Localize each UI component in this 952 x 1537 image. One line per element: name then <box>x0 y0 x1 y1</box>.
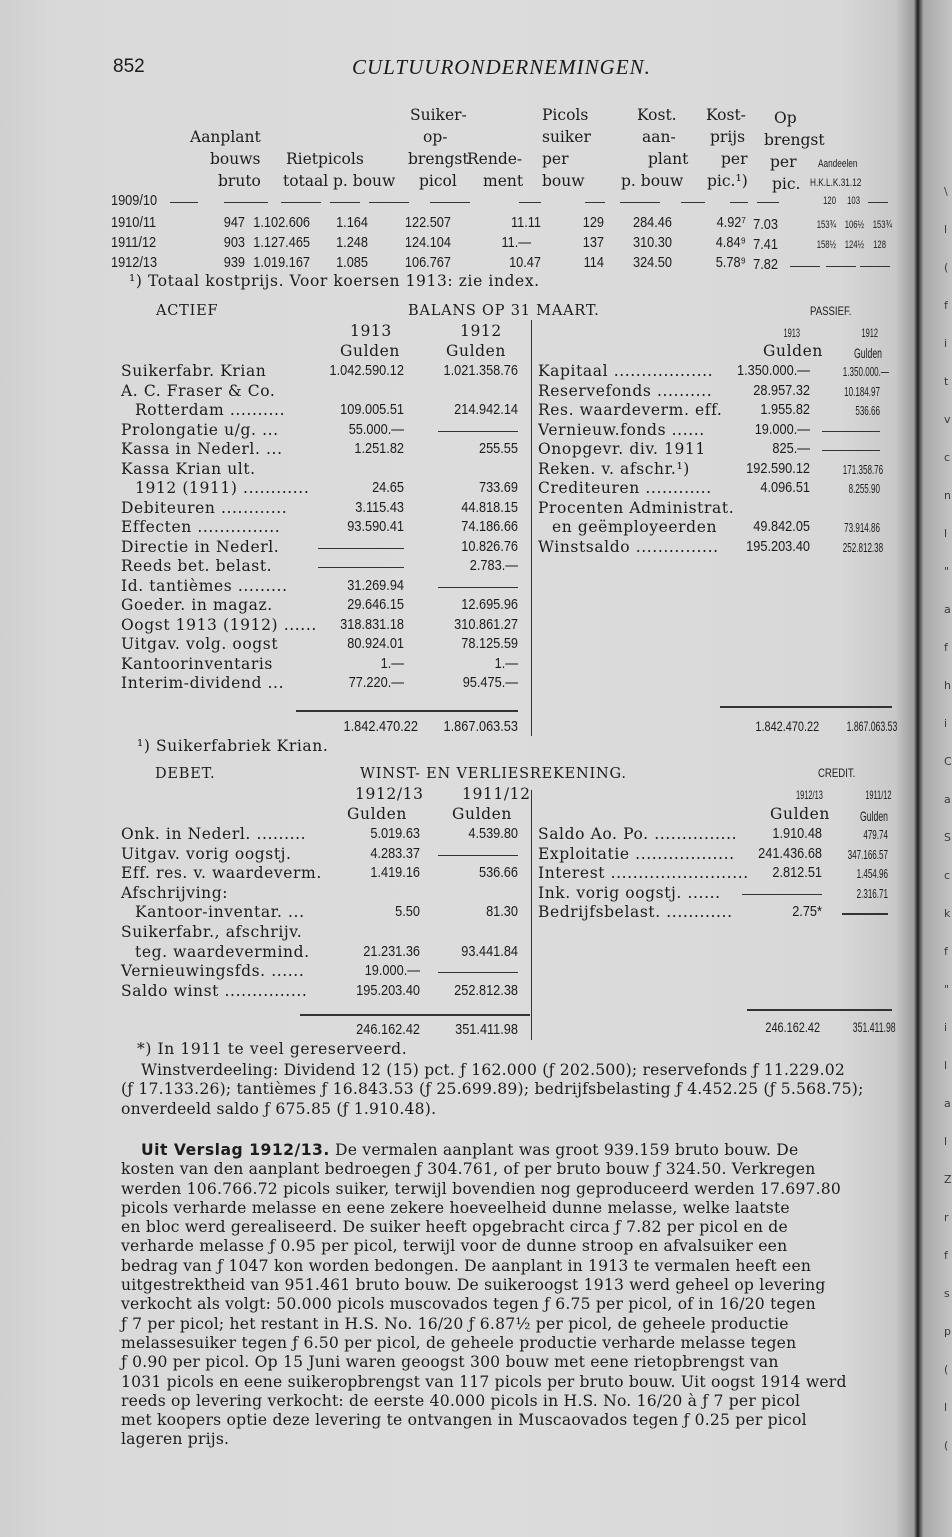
edge-fragment: ( <box>944 261 949 274</box>
header-picols-suiker-1: Picols <box>542 106 589 124</box>
cell-v1913: 93.590.41 <box>347 518 404 535</box>
cell-v1912: 1.021.358.76 <box>443 362 518 379</box>
row-label: Uitgav. vorig oogstj. <box>121 844 292 863</box>
passief-title: PASSIEF. <box>810 304 852 318</box>
winstverdeeling-line: Winstverdeeling: Dividend 12 (15) pct. ƒ 162.000 (ƒ 202.500); reservefonds ƒ 11.229.02 <box>141 1061 845 1079</box>
empty-value-dash <box>822 450 880 451</box>
header-aanplant-1: Aanplant <box>190 128 261 146</box>
cell-v1913: 29.646.15 <box>347 596 404 613</box>
cell-v1912: 95.475.— <box>462 674 518 691</box>
cell-picols-suiker: 114 <box>583 254 604 271</box>
balance-footnote: ¹) Suikerfabriek Krian. <box>137 737 329 755</box>
aandeelen-hk: 153¾ <box>816 219 836 231</box>
cell-suiker-picol: 106.767 <box>404 254 451 271</box>
actief-unit-1912: Gulden <box>446 342 506 360</box>
verslag-line: verharde melasse ƒ 0.95 per picol, terwijl voor de dunne stroop en afvalsuiker een <box>121 1237 788 1256</box>
cell-v2: 1.454.96 <box>856 866 888 882</box>
cell-v1: 5.019.63 <box>370 825 420 842</box>
verslag-line: ƒ 7 per picol; het restant in H.S. No. 16/20 ƒ 6.87½ per picol, de geheele productie <box>121 1314 789 1333</box>
row-label: teg. waardevermind. <box>135 942 310 961</box>
debet-year-1: 1912/13 <box>355 785 424 803</box>
row-label: A. C. Fraser & Co. <box>121 381 276 400</box>
cell-v2: 2.316.71 <box>856 885 888 901</box>
cell-v1: 241.436.68 <box>758 844 822 862</box>
cell-picols-per-bouw: 1.164 <box>336 214 368 231</box>
cell-picols-suiker: 137 <box>582 234 604 251</box>
pnl-title: WINST- EN VERLIESREKENING. <box>360 766 627 782</box>
verslag-heading: Uit Verslag 1912/13. <box>141 1141 330 1159</box>
edge-fragment: k <box>944 907 951 920</box>
verslag <box>121 1141 891 1450</box>
cell-v2: 252.812.38 <box>454 981 518 999</box>
edge-fragment: l <box>944 1059 948 1072</box>
actief-year-1913: 1913 <box>350 322 392 340</box>
balance-title: BALANS OP 31 MAART. <box>408 303 600 319</box>
empty-value-dash <box>318 567 404 568</box>
cell-rendement: 11.— <box>501 234 531 251</box>
cell-v1913: 1.— <box>380 654 404 672</box>
cell-v2: 347.166.57 <box>847 846 888 862</box>
row-label: Interim-dividend ... <box>121 674 285 692</box>
credit-year-2: 1911/12 <box>865 788 892 802</box>
cell-v1: 2.812.51 <box>772 864 822 882</box>
dash <box>369 202 409 203</box>
cell-v1913: 24.65 <box>372 479 404 496</box>
header-aandeelen-1: Aandeelen <box>818 158 858 170</box>
edge-fragment: f <box>944 945 948 958</box>
header-suiker-1: Suiker- <box>410 106 467 124</box>
cell-v1913: 1.251.82 <box>354 440 404 457</box>
empty-value-dash <box>842 913 888 914</box>
row-label: Uitgav. volg. oogst <box>121 635 279 653</box>
row-label: Suikerfabr., afschrijv. <box>121 923 303 941</box>
row-label: Directie in Nederl. <box>121 537 280 556</box>
cell-v1912: 73.914.86 <box>844 520 880 535</box>
cell-aanplant: 939 <box>223 254 245 271</box>
cell-v1: 5.50 <box>395 903 420 921</box>
empty-value-dash <box>438 431 518 432</box>
dash <box>585 202 605 203</box>
page-number: 852 <box>113 56 145 77</box>
credit-unit-2: Gulden <box>860 808 888 824</box>
row-label: Suikerfabr. Krian <box>121 362 267 380</box>
winstverdeeling-line: onverdeeld saldo ƒ 675.85 (ƒ 1.910.48). <box>121 1099 437 1118</box>
verslag-line: picols verharde melasse en eene zekere hoeveelheid dunne melasse, welke laatste <box>121 1198 790 1217</box>
header-opbrengst-1: Op <box>774 109 797 127</box>
header-kostprijs-1: Kost- <box>706 106 746 124</box>
header-opbrengst-2: brengst <box>764 131 825 149</box>
row-label: Exploitatie .................. <box>538 844 735 863</box>
cell-picols-suiker: 129 <box>582 214 604 231</box>
debet-total-1: 246.162.42 <box>356 1021 420 1038</box>
verslag-line: ƒ 0.90 per picol. Op 15 Juni waren geoogst 300 bouw met eene rietopbrengst van <box>121 1353 779 1372</box>
edge-fragment: r <box>944 1211 949 1224</box>
cell-v1912: 214.942.14 <box>454 401 518 418</box>
pnl-footnote: *) In 1911 te veel gereserveerd. <box>137 1040 408 1058</box>
header-picols-suiker-4: bouw <box>542 172 585 190</box>
passief-total-1912: 1.867.063.53 <box>846 718 898 734</box>
edge-fragment: " <box>944 565 950 578</box>
verslag-lines <box>121 1160 891 1449</box>
dash <box>224 202 268 203</box>
passief-year-1913: 1913 <box>783 326 800 340</box>
cell-opbrengst: 7.41 <box>753 236 778 253</box>
cell-v1913: 1.350.000.— <box>736 362 810 379</box>
edge-fragment: f <box>944 1249 948 1262</box>
row-label: Prolongatie u/g. ... <box>121 420 279 439</box>
debet-unit-2: Gulden <box>452 805 512 823</box>
aandeelen-lk: 124½ <box>844 239 864 251</box>
credit-title: CREDIT. <box>818 766 856 780</box>
row-label: en geëmployeerden <box>552 518 718 536</box>
cell-picols-per-bouw: 1.085 <box>336 254 368 271</box>
edge-fragment: ( <box>944 1439 949 1452</box>
dash <box>170 202 198 203</box>
header-kost-aanplant-2: aan- <box>642 128 676 146</box>
edge-fragment: S <box>944 831 951 844</box>
cell-v1912: 2.783.— <box>469 557 518 574</box>
row-label: Ink. vorig oogstj. ...... <box>538 883 721 902</box>
edge-fragment: f <box>944 299 948 312</box>
cell-kostprijs: 5.78⁹ <box>715 254 746 271</box>
edge-fragment: c <box>944 869 951 882</box>
edge-fragment: i <box>944 1021 948 1034</box>
verslag-line: met koopers optie deze levering te ontvangen in Muscaovados tegen ƒ 0.25 per picol <box>121 1411 807 1430</box>
header-suiker-3: brengst <box>408 150 469 168</box>
cell-v1912: 44.818.15 <box>461 498 518 516</box>
edge-fragment: i <box>944 337 948 350</box>
cell-kostprijs: 4.92⁷ <box>716 214 746 231</box>
credit-unit-1: Gulden <box>770 805 830 823</box>
row-label: Procenten Administrat. <box>538 498 735 517</box>
debet-unit-1: Gulden <box>347 805 407 823</box>
edge-fragment: a <box>944 1097 951 1110</box>
verslag-first-line <box>121 1141 891 1160</box>
cell-v1912: 10.826.76 <box>461 537 518 555</box>
cell-kost-aanplant: 310.30 <box>632 234 672 251</box>
cell-v1912: 536.66 <box>855 403 880 418</box>
verslag-line: reeds op levering verkocht: de eerste 40.000 picols in H.S. No. 16/20 à ƒ 7 per picol <box>121 1391 801 1410</box>
row-label: Onopgevr. div. 1911 <box>538 440 706 458</box>
row-label: Reservefonds .......... <box>538 381 713 400</box>
passief-unit-1913: Gulden <box>763 342 823 360</box>
actief-title: ACTIEF <box>156 303 219 319</box>
header-rendement-2: ment <box>483 172 524 190</box>
edge-fragment: c <box>944 451 951 464</box>
cell-v1912: 255.55 <box>478 440 518 457</box>
credit-total-1: 246.162.42 <box>765 1019 821 1035</box>
verslag-line: kosten van den aanplant bedroegen ƒ 304.761, of per bruto bouw ƒ 324.50. Verkregen <box>121 1160 816 1179</box>
aandeelen-hk: 158½ <box>816 239 836 251</box>
passief-total-1913: 1.842.470.22 <box>755 718 820 734</box>
cell-kostprijs: 4.84⁹ <box>715 234 746 251</box>
row-label: Oogst 1913 (1912) ...... <box>121 615 317 634</box>
cell-rendement: 11.11 <box>510 214 541 231</box>
edge-fragment: p <box>944 1325 951 1338</box>
row-label: Afschrijving: <box>121 883 229 902</box>
row-label: Reeds bet. belast. <box>121 557 273 575</box>
cell-v1913: 55.000.— <box>348 420 404 438</box>
cell-v1: 2.75* <box>792 903 822 921</box>
header-suiker-2: op- <box>423 128 448 146</box>
cell-v1913: 195.203.40 <box>746 537 810 555</box>
dash <box>860 266 890 267</box>
edge-fragment: t <box>944 375 949 388</box>
verslag-line: lageren prijs. <box>121 1430 230 1449</box>
aandeelen-hk: 120 <box>823 195 836 207</box>
header-kost-aanplant-4: p. bouw <box>621 172 684 190</box>
edge-fragment: s <box>944 1287 950 1300</box>
row-label: 1912 (1911) ............ <box>135 479 310 497</box>
verslag-line: bedrag van ƒ 1047 kon worden bedongen. De aanplant in 1913 te vermalen heeft een <box>121 1256 812 1275</box>
row-label: Onk. in Nederl. ......... <box>121 825 307 843</box>
credit-total-2: 351.411.98 <box>852 1019 896 1035</box>
edge-fragment: " <box>944 983 950 996</box>
row-year: 1910/11 <box>111 214 157 231</box>
edge-fragment: v <box>944 413 951 426</box>
empty-value-dash <box>438 972 518 973</box>
debet-total-rule <box>300 1014 530 1016</box>
dash <box>790 266 820 267</box>
row-label: Winstsaldo ............... <box>538 537 719 556</box>
row-year: 1912/13 <box>111 254 158 271</box>
header-opbrengst-4: pic. <box>772 175 801 193</box>
header-aandeelen-2: H.K.L.K.31.12 <box>810 177 862 189</box>
cell-v1912: 78.125.59 <box>461 635 518 652</box>
header-picols-2: p. bouw <box>333 172 396 190</box>
cell-v1: 1.910.48 <box>772 825 822 842</box>
header-riet-2: totaal <box>283 172 329 190</box>
edge-fragment: h <box>944 679 951 692</box>
row-label: Kantoorinventaris <box>121 654 273 673</box>
winstverdeeling <box>121 1061 891 1119</box>
cell-suiker-picol: 124.104 <box>404 234 451 251</box>
passief-total-rule <box>720 706 892 708</box>
row-label: Bedrijfsbelast. ............ <box>538 903 733 922</box>
cell-v1913: 825.— <box>772 440 810 457</box>
debet-title: DEBET. <box>155 766 216 782</box>
dash <box>620 202 660 203</box>
header-suiker-4: picol <box>419 172 457 190</box>
header-picols-suiker-2: suiker <box>542 128 591 146</box>
actief-total-rule <box>296 710 518 712</box>
header-aanplant-2: bouws <box>210 150 261 168</box>
dash <box>681 202 705 203</box>
cell-aanplant: 903 <box>223 234 245 251</box>
cell-v1913: 80.924.01 <box>347 635 404 652</box>
running-head: CULTUURONDERNEMINGEN. <box>352 55 651 79</box>
dash <box>330 202 360 203</box>
header-kost-aanplant-1: Kost. <box>637 106 677 124</box>
cell-opbrengst: 7.03 <box>753 216 778 233</box>
header-kostprijs-2: prijs <box>710 128 746 146</box>
actief-unit-1913: Gulden <box>340 342 400 360</box>
row-label: Kassa Krian ult. <box>121 459 256 478</box>
passief-year-1912: 1912 <box>861 326 878 340</box>
cell-v2: 93.441.84 <box>461 942 518 960</box>
edge-fragment: l <box>944 527 948 540</box>
dash <box>826 266 856 267</box>
edge-fragment: Z <box>944 1173 952 1186</box>
verslag-line: uitgestrektheid van 951.461 bruto bouw. De suikeroogst 1913 werd geheel op levering <box>121 1276 826 1295</box>
edge-fragment: f <box>944 641 948 654</box>
dash <box>730 202 748 203</box>
row-label: Saldo winst ............... <box>121 981 308 1000</box>
dash <box>868 202 888 203</box>
cell-v1913: 192.590.12 <box>746 459 810 477</box>
cell-kost-aanplant: 324.50 <box>632 254 672 271</box>
dash <box>281 202 321 203</box>
empty-value-dash <box>438 855 518 856</box>
cell-v1913: 4.096.51 <box>760 479 810 496</box>
cell-v1: 1.419.16 <box>370 864 420 882</box>
row-label: Goeder. in magaz. <box>121 596 273 614</box>
cell-v2: 4.539.80 <box>468 825 518 842</box>
header-rendement-1: Rende- <box>467 150 523 168</box>
row-year: 1909/10 <box>111 192 158 209</box>
cell-v1913: 77.220.— <box>348 674 404 691</box>
debet-total-2: 351.411.98 <box>455 1021 518 1038</box>
edge-fragment: a <box>944 603 951 616</box>
row-label: Kassa in Nederl. ... <box>121 440 283 458</box>
cell-v1913: 3.115.43 <box>355 498 404 516</box>
cell-v2: 479.74 <box>863 827 888 842</box>
row-label: Effecten ............... <box>121 518 281 536</box>
edge-fragment: l <box>944 1135 948 1148</box>
empty-value-dash <box>822 431 880 432</box>
edge-fragment: i <box>944 717 948 730</box>
cell-picols-per-bouw: 1.248 <box>336 234 368 251</box>
cell-v1913: 49.842.05 <box>753 518 810 535</box>
header-kostprijs-3: per <box>721 150 748 168</box>
row-label: Res. waardeverm. eff. <box>538 401 723 419</box>
stats-footnote: ¹) Totaal kostprijs. Voor koersen 1913: zie index. <box>129 272 540 290</box>
verslag-line: melassesuiker tegen ƒ 6.50 per picol, de geheele productie verharde melasse tegen <box>121 1333 797 1352</box>
verslag-first-line-text: De vermalen aanplant was groot 939.159 bruto bouw. De <box>335 1141 799 1159</box>
cell-v1913: 28.957.32 <box>753 381 810 399</box>
row-year: 1911/12 <box>111 234 157 251</box>
header-riet-1: Riet <box>286 150 319 168</box>
actief-total-1913: 1.842.470.22 <box>343 718 418 735</box>
cell-v1912: 8.255.90 <box>848 481 880 496</box>
cell-v1913: 109.005.51 <box>340 401 404 418</box>
row-label: Crediteuren ............ <box>538 479 712 497</box>
row-label: Saldo Ao. Po. ............... <box>538 825 738 843</box>
cell-opbrengst: 7.82 <box>753 256 778 273</box>
edge-fragment: l <box>944 223 948 236</box>
cell-aanplant: 947 <box>223 214 245 231</box>
cell-v2: 81.30 <box>486 903 518 921</box>
verslag-line: 1031 picols en eene suikeropbrengst van 117 picols per bruto bouw. Uit oogst 1914 werd <box>121 1372 847 1391</box>
cell-v1912: 74.186.66 <box>461 518 518 535</box>
edge-fragment: a <box>944 793 951 806</box>
cell-v2: 536.66 <box>478 864 518 882</box>
cell-v1: 21.231.36 <box>363 942 420 960</box>
header-picols-1: picols <box>318 150 364 168</box>
cell-v1913: 19.000.— <box>754 420 810 438</box>
cell-v1: 195.203.40 <box>356 981 420 999</box>
cell-suiker-picol: 122.507 <box>404 214 451 231</box>
edge-fragment: ( <box>944 1363 949 1376</box>
cell-v1912: 733.69 <box>478 479 518 496</box>
cell-v1912: 12.695.96 <box>461 596 518 613</box>
row-label: Rotterdam .......... <box>135 401 286 419</box>
header-picols-suiker-3: per <box>542 150 569 168</box>
cell-riet-totaal: 1.127.465 <box>253 234 310 251</box>
row-label: Reken. v. afschr.¹) <box>538 459 690 478</box>
edge-fragment: \ <box>944 185 948 198</box>
row-label: Kapitaal .................. <box>538 362 714 380</box>
cell-riet-totaal: 1.019.167 <box>253 254 310 271</box>
cell-rendement: 10.47 <box>509 254 541 271</box>
aandeelen-k3112: 128 <box>873 239 886 251</box>
credit-year-1: 1912/13 <box>795 788 823 802</box>
row-label: Kantoor-inventar. ... <box>135 903 305 922</box>
winstverdeeling-line: (ƒ 17.133.26); tantièmes ƒ 16.843.53 (ƒ 25.699.89); bedrijfsbelasting ƒ 4.452.25 (ƒ 5.568.75); <box>121 1080 864 1099</box>
row-label: Id. tantièmes ......... <box>121 576 288 595</box>
credit-total-rule <box>747 1009 892 1011</box>
cell-v1912: 10.184.97 <box>844 383 880 399</box>
cell-v1912: 1.— <box>494 654 518 672</box>
dash <box>757 202 779 203</box>
column-divider <box>531 320 532 736</box>
header-aanplant-3: bruto <box>218 172 261 190</box>
cell-v1912: 310.861.27 <box>454 615 518 633</box>
verslag-line: verkocht als volgt: 50.000 picols muscovados tegen ƒ 6.75 per picol, of in 16/20 tegen <box>121 1295 816 1314</box>
row-label: Eff. res. v. waardeverm. <box>121 864 322 883</box>
cell-v1913: 31.269.94 <box>347 576 404 594</box>
aandeelen-lk: 106½ <box>844 219 864 231</box>
header-kostprijs-4: pic.¹) <box>707 172 748 190</box>
aandeelen-lk: 103 <box>847 195 860 207</box>
cell-v1913: 1.042.590.12 <box>329 362 404 379</box>
aandeelen-k3112: 153¾ <box>872 219 892 231</box>
row-label: Vernieuwingsfds. ...... <box>121 962 305 981</box>
edge-fragment: l <box>944 1401 948 1414</box>
cell-v1912: 171.358.76 <box>842 461 884 477</box>
empty-value-dash <box>742 894 822 895</box>
passief-unit-1912: Gulden <box>854 345 882 361</box>
empty-value-dash <box>318 548 404 549</box>
edge-fragment: n <box>944 489 951 502</box>
header-kost-aanplant-3: plant <box>648 150 689 168</box>
cell-kost-aanplant: 284.46 <box>632 214 672 231</box>
row-label: Debiteuren ............ <box>121 498 288 517</box>
cell-v1912: 252.812.38 <box>842 539 884 555</box>
actief-total-1912: 1.867.063.53 <box>443 718 518 735</box>
cell-v1912: 1.350.000.— <box>842 364 889 379</box>
cell-v1913: 318.831.18 <box>340 615 404 633</box>
empty-value-dash <box>438 587 518 588</box>
row-label: Vernieuw.fonds ...... <box>538 420 705 439</box>
row-label: Interest ......................... <box>538 864 749 883</box>
cell-v1913: 1.955.82 <box>760 401 810 418</box>
debet-year-2: 1911/12 <box>462 785 531 803</box>
header-opbrengst-3: per <box>770 153 797 171</box>
actief-year-1912: 1912 <box>460 322 502 340</box>
verslag-line: en bloc werd gerealiseerd. De suiker heeft opgebracht circa ƒ 7.82 per picol en de <box>121 1218 788 1237</box>
cell-v1: 19.000.— <box>364 962 420 980</box>
dash <box>430 202 470 203</box>
verslag-line: werden 106.766.72 picols suiker, terwijl bovendien nog geproduceerd werden 17.697.80 <box>121 1179 842 1198</box>
column-divider <box>531 790 532 1040</box>
cell-v1: 4.283.37 <box>370 844 420 862</box>
dash <box>519 202 541 203</box>
cell-riet-totaal: 1.102.606 <box>253 214 310 231</box>
edge-fragment: C <box>944 755 952 768</box>
